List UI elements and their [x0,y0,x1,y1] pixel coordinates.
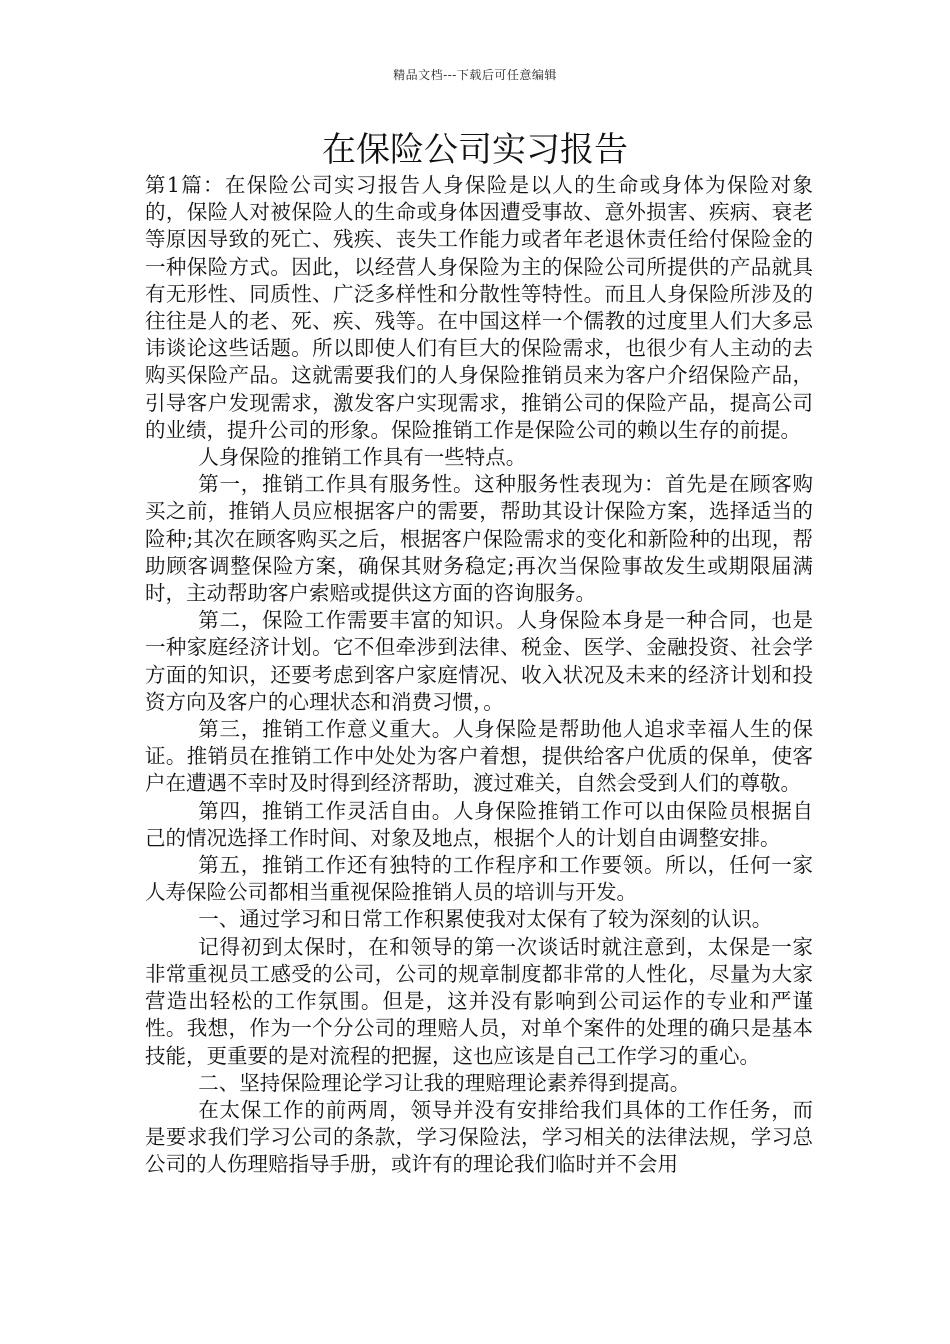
paragraph-intro: 第1篇：在保险公司实习报告人身保险是以人的生命或身体为保险对象的，保险人对被保险人的生命或身体因遭受事故、意外损害、疾病、衰老等原因导致的死亡、残疾、丧失工作能力或者年老退休责任给付保险金的一种保险方式。因此，以经营人身保险为主的保险公司所提供的产品就具有无形性、同质性、广泛多样性和分散性等特性。而且人身保险所涉及的往往是人的老、死、疾、残等。在中国这样一个儒教的过度里人们大多忌讳谈论这些话题。所以即使人们有巨大的保险需求，也很少有人主动的去购买保险产品。这就需要我们的人身保险推销员来为客户介绍保险产品，引导客户发现需求，激发客户实现需求，推销公司的保险产品，提高公司的业绩，提升公司的形象。保险推销工作是保险公司的赖以生存的前提。 [145,173,813,442]
document-title: 在保险公司实习报告 [322,130,628,170]
paragraph-point-4: 第四，推销工作灵活自由。人身保险推销工作可以由保险员根据自己的情况选择工作时间、对象及地点，根据个人的计划自由调整安排。 [145,798,813,850]
paragraph-point-3: 第三，推销工作意义重大。人身保险是帮助他人追求幸福人生的保证。推销员在推销工作中处处为客户着想，提供给客户优质的保单，使客户在遭遇不幸时及时得到经济帮助，渡过难关，自然会受到人们的尊敬。 [145,717,813,796]
paragraph-section-1: 记得初到太保时，在和领导的第一次谈话时就注意到，太保是一家非常重视员工感受的公司，公司的规章制度都非常的人性化，尽量为大家营造出轻松的工作氛围。但是，这并没有影响到公司运作的专业和严谨性。我想，作为一个分公司的理赔人员，对单个案件的处理的确只是基本技能，更重要的是对流程的把握，这也应该是自己工作学习的重心。 [145,934,813,1068]
paragraph-point-5: 第五，推销工作还有独特的工作程序和工作要领。所以，任何一家人寿保险公司都相当重视保险推销人员的培训与开发。 [145,853,813,905]
paragraph-features-intro: 人身保险的推销工作具有一些特点。 [198,445,527,470]
paragraph-point-1: 第一，推销工作具有服务性。这种服务性表现为：首先是在顾客购买之前，推销人员应根据客户的需要，帮助其设计保险方案，选择适当的险种;其次在顾客购买之后，根据客户保险需求的变化和新险种的出现，帮助顾客调整保险方案，确保其财务稳定;再次当保险事故发生或期限届满时，主动帮助客户索赔或提供这方面的咨询服务。 [145,472,813,606]
paragraph-section-2: 在太保工作的前两周，领导并没有安排给我们具体的工作任务，而是要求我们学习公司的条款，学习保险法，学习相关的法律法规，学习总公司的人伤理赔指导手册，或许有的理论我们临时并不会用 [145,1097,813,1177]
document-body [145,172,813,1179]
section-heading-1: 一、通过学习和日常工作积累使我对太保有了较为深刻的认识。 [198,907,773,932]
section-heading-2: 二、坚持保险理论学习让我的理赔理论素养得到提高。 [198,1070,691,1095]
paragraph-point-2: 第二，保险工作需要丰富的知识。人身保险本身是一种合同，也是一种家庭经济计划。它不但牵涉到法律、税金、医学、金融投资、社会学方面的知识，还要考虑到客户家庭情况、收入状况及未来的经济计划和投资方向及客户的心理状态和消费习惯，。 [145,608,813,714]
page-header: 精品文档---下载后可任意编辑 [393,68,557,82]
